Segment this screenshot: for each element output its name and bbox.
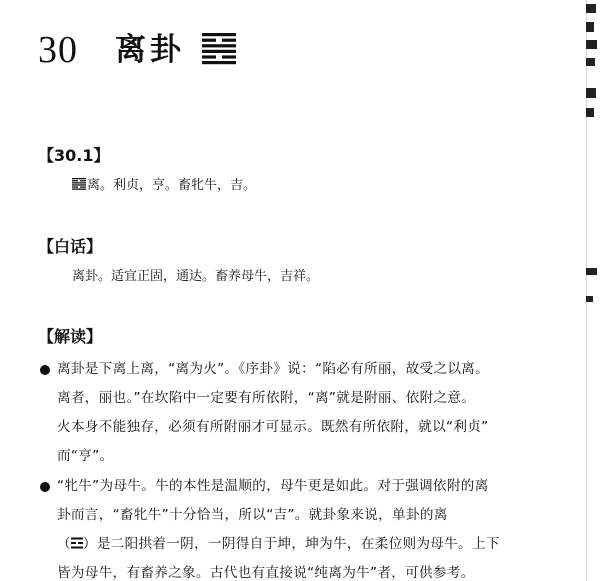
bullet-icon — [40, 482, 50, 492]
paragraph-1-line-1: 离卦是下离上离，“离为火”。《序卦》说：“陷必有所丽，故受之以离。 — [57, 361, 490, 377]
paragraph-2-line-3 — [57, 534, 500, 554]
li-hexagram-icon — [202, 33, 236, 65]
paren-close: ） — [82, 536, 97, 552]
paren-open: （ — [57, 536, 71, 552]
chapter-number: 30 — [38, 29, 78, 71]
paragraph-1-line-4: 而“亨”。 — [57, 448, 114, 464]
li-trigram-icon — [71, 537, 83, 549]
paragraph-1-line-3: 火本身不能独存，必须有所附丽才可显示。既然有所依附，就以“利贞” — [57, 419, 489, 435]
adjacent-page-edge — [586, 0, 600, 581]
section-label-30-1: 【30.1】 — [38, 146, 110, 165]
vernacular-text: 离卦。适宜正固，通达。畜养母牛，吉祥。 — [72, 269, 320, 284]
paragraph-2-line-3-text: 是二阳拱着一阴，一阴得自于坤，坤为牛，在柔位则为母牛。上下 — [96, 536, 500, 552]
chapter-title: 离卦 — [115, 32, 185, 68]
paragraph-2-line-2: 卦而言，“畜牝牛”十分恰当，所以“吉”。就卦象来说，单卦的离 — [57, 507, 448, 523]
section-label-vernacular: 【白话】 — [38, 237, 103, 256]
classic-text-line — [72, 176, 256, 196]
paragraph-2-line-4: 皆为母牛，有畜养之象。古代也有直接说“纯离为牛”者，可供参考。 — [57, 565, 475, 581]
li-hexagram-small-icon — [72, 178, 86, 190]
paragraph-1-line-2: 离者，丽也。”在坎陷中一定要有所依附，“离”就是附丽、依附之意。 — [57, 390, 476, 406]
bullet-icon — [40, 365, 50, 375]
section-label-interpretation: 【解读】 — [38, 327, 103, 346]
paragraph-2-line-1: “牝牛”为母牛。牛的本性是温顺的，母牛更是如此。对于强调依附的离 — [57, 478, 489, 494]
classic-text: 离。利贞，亨。畜牝牛，吉。 — [87, 178, 257, 193]
